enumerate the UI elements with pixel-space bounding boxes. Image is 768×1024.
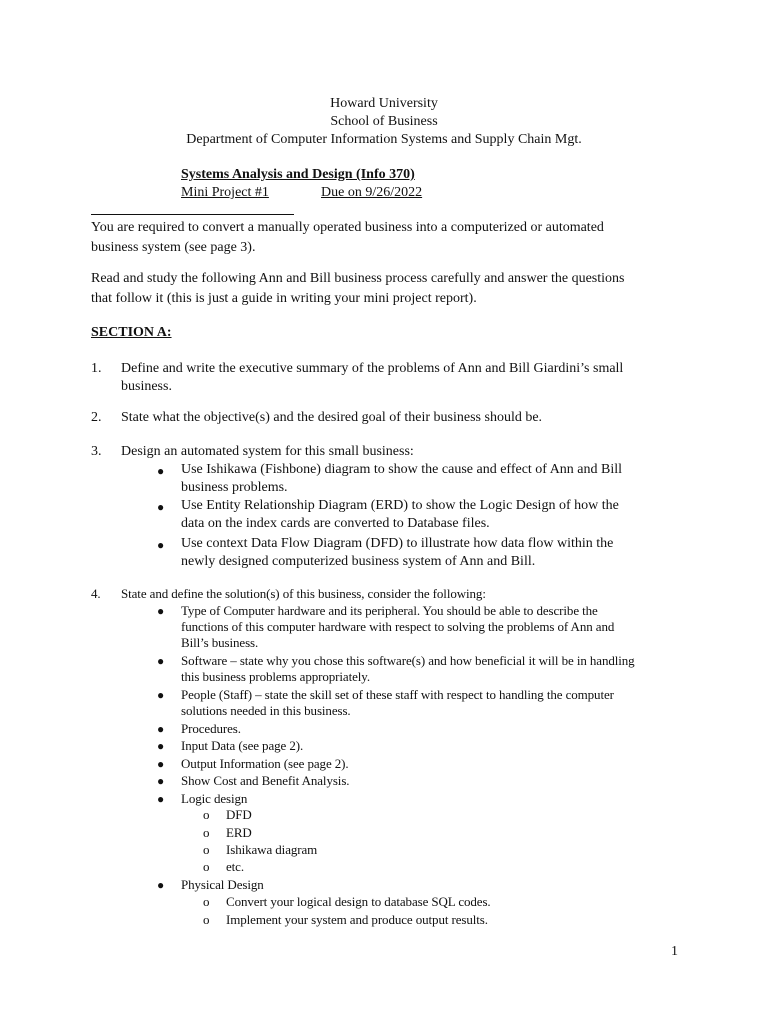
sub-bullet-icon: o <box>203 807 210 822</box>
item-4-bullet-8-sub-3: Ishikawa diagram <box>226 842 318 857</box>
item-3-bullet-1-line-2: business problems. <box>181 480 288 495</box>
item-4-bullet-8-sub-1: DFD <box>226 807 252 822</box>
department-name: Department of Computer Information Systems and Supply Chain Mgt. <box>186 132 582 147</box>
item-4-bullet-6: Output Information (see page 2). <box>181 756 349 771</box>
project-name: Mini Project #1 <box>181 185 269 200</box>
sub-bullet-icon: o <box>203 912 210 927</box>
item-2-line-1: State what the objective(s) and the desired goal of their business should be. <box>121 410 543 425</box>
item-4-bullet-8: Logic design <box>181 791 248 806</box>
bullet-icon: ● <box>157 464 165 478</box>
sub-bullet-icon: o <box>203 894 210 909</box>
item-number-3: 3. <box>91 444 102 459</box>
item-4-bullet-1-line-1: Type of Computer hardware and its peripheral. You should be able to describe the <box>181 603 598 618</box>
item-3-line-1: Design an automated system for this small business: <box>121 444 414 459</box>
item-4-bullet-8-sub-2: ERD <box>226 825 252 840</box>
item-4-bullet-3-line-2: solutions needed in this business. <box>181 703 351 718</box>
bullet-icon: ● <box>157 757 165 771</box>
bullet-icon: ● <box>157 739 165 753</box>
item-4-bullet-2-line-1: Software – state why you chose this software(s) and how beneficial it will be in handling <box>181 653 635 668</box>
item-4-bullet-8-sub-4: etc. <box>226 859 245 874</box>
intro-paragraph-2-line-1: Read and study the following Ann and Bill business process carefully and answer the questions <box>91 271 625 286</box>
item-4-bullet-3-line-1: People (Staff) – state the skill set of these staff with respect to handling the computer <box>181 687 614 702</box>
item-number-2: 2. <box>91 410 102 425</box>
item-1-line-2: business. <box>121 379 172 394</box>
item-4-bullet-7: Show Cost and Benefit Analysis. <box>181 773 350 788</box>
sub-bullet-icon: o <box>203 825 210 840</box>
intro-paragraph-1-line-1: You are required to convert a manually operated business into a computerized or automated <box>91 220 604 235</box>
page-number: 1 <box>671 944 678 959</box>
school-name: School of Business <box>330 114 438 129</box>
item-3-bullet-3-line-2: newly designed computerized business system of Ann and Bill. <box>181 554 536 569</box>
item-4-bullet-9-sub-1: Convert your logical design to database SQL codes. <box>226 894 491 909</box>
intro-paragraph-2-line-2: that follow it (this is just a guide in writing your mini project report). <box>91 291 477 306</box>
bullet-icon: ● <box>157 538 165 552</box>
bullet-icon: ● <box>157 774 165 788</box>
item-4-bullet-5: Input Data (see page 2). <box>181 738 304 753</box>
item-3-bullet-2-line-1: Use Entity Relationship Diagram (ERD) to show the Logic Design of how the <box>181 498 619 513</box>
item-3-bullet-3-line-1: Use context Data Flow Diagram (DFD) to illustrate how data flow within the <box>181 536 614 551</box>
item-number-4: 4. <box>91 586 101 601</box>
bullet-icon: ● <box>157 722 165 736</box>
item-3-bullet-1-line-1: Use Ishikawa (Fishbone) diagram to show the cause and effect of Ann and Bill <box>181 462 623 477</box>
intro-paragraph-1-line-2: business system (see page 3). <box>91 240 256 255</box>
item-4-bullet-9: Physical Design <box>181 877 264 892</box>
item-4-bullet-2-line-2: this business problems appropriately. <box>181 669 370 684</box>
item-4-bullet-9-sub-2: Implement your system and produce output results. <box>226 912 488 927</box>
bullet-icon: ● <box>157 654 165 668</box>
bullet-icon: ● <box>157 792 165 806</box>
item-number-1: 1. <box>91 361 102 376</box>
horizontal-rule <box>91 214 294 215</box>
university-name: Howard University <box>330 96 438 111</box>
item-4-line-1: State and define the solution(s) of this business, consider the following: <box>121 586 486 601</box>
course-title: Systems Analysis and Design (Info 370) <box>181 167 415 182</box>
due-date: Due on 9/26/2022 <box>321 185 423 200</box>
item-1-line-1: Define and write the executive summary of the problems of Ann and Bill Giardini’s small <box>121 361 624 376</box>
item-4-bullet-1-line-3: Bill’s business. <box>181 635 259 650</box>
bullet-icon: ● <box>157 604 165 618</box>
item-4-bullet-4: Procedures. <box>181 721 241 736</box>
section-heading: SECTION A: <box>91 325 172 340</box>
item-3-bullet-2-line-2: data on the index cards are converted to Database files. <box>181 516 490 531</box>
bullet-icon: ● <box>157 688 165 702</box>
sub-bullet-icon: o <box>203 842 210 857</box>
sub-bullet-icon: o <box>203 859 210 874</box>
item-4-bullet-1-line-2: functions of this computer hardware with respect to solving the problems of Ann and <box>181 619 615 634</box>
bullet-icon: ● <box>157 500 165 514</box>
bullet-icon: ● <box>157 878 165 892</box>
